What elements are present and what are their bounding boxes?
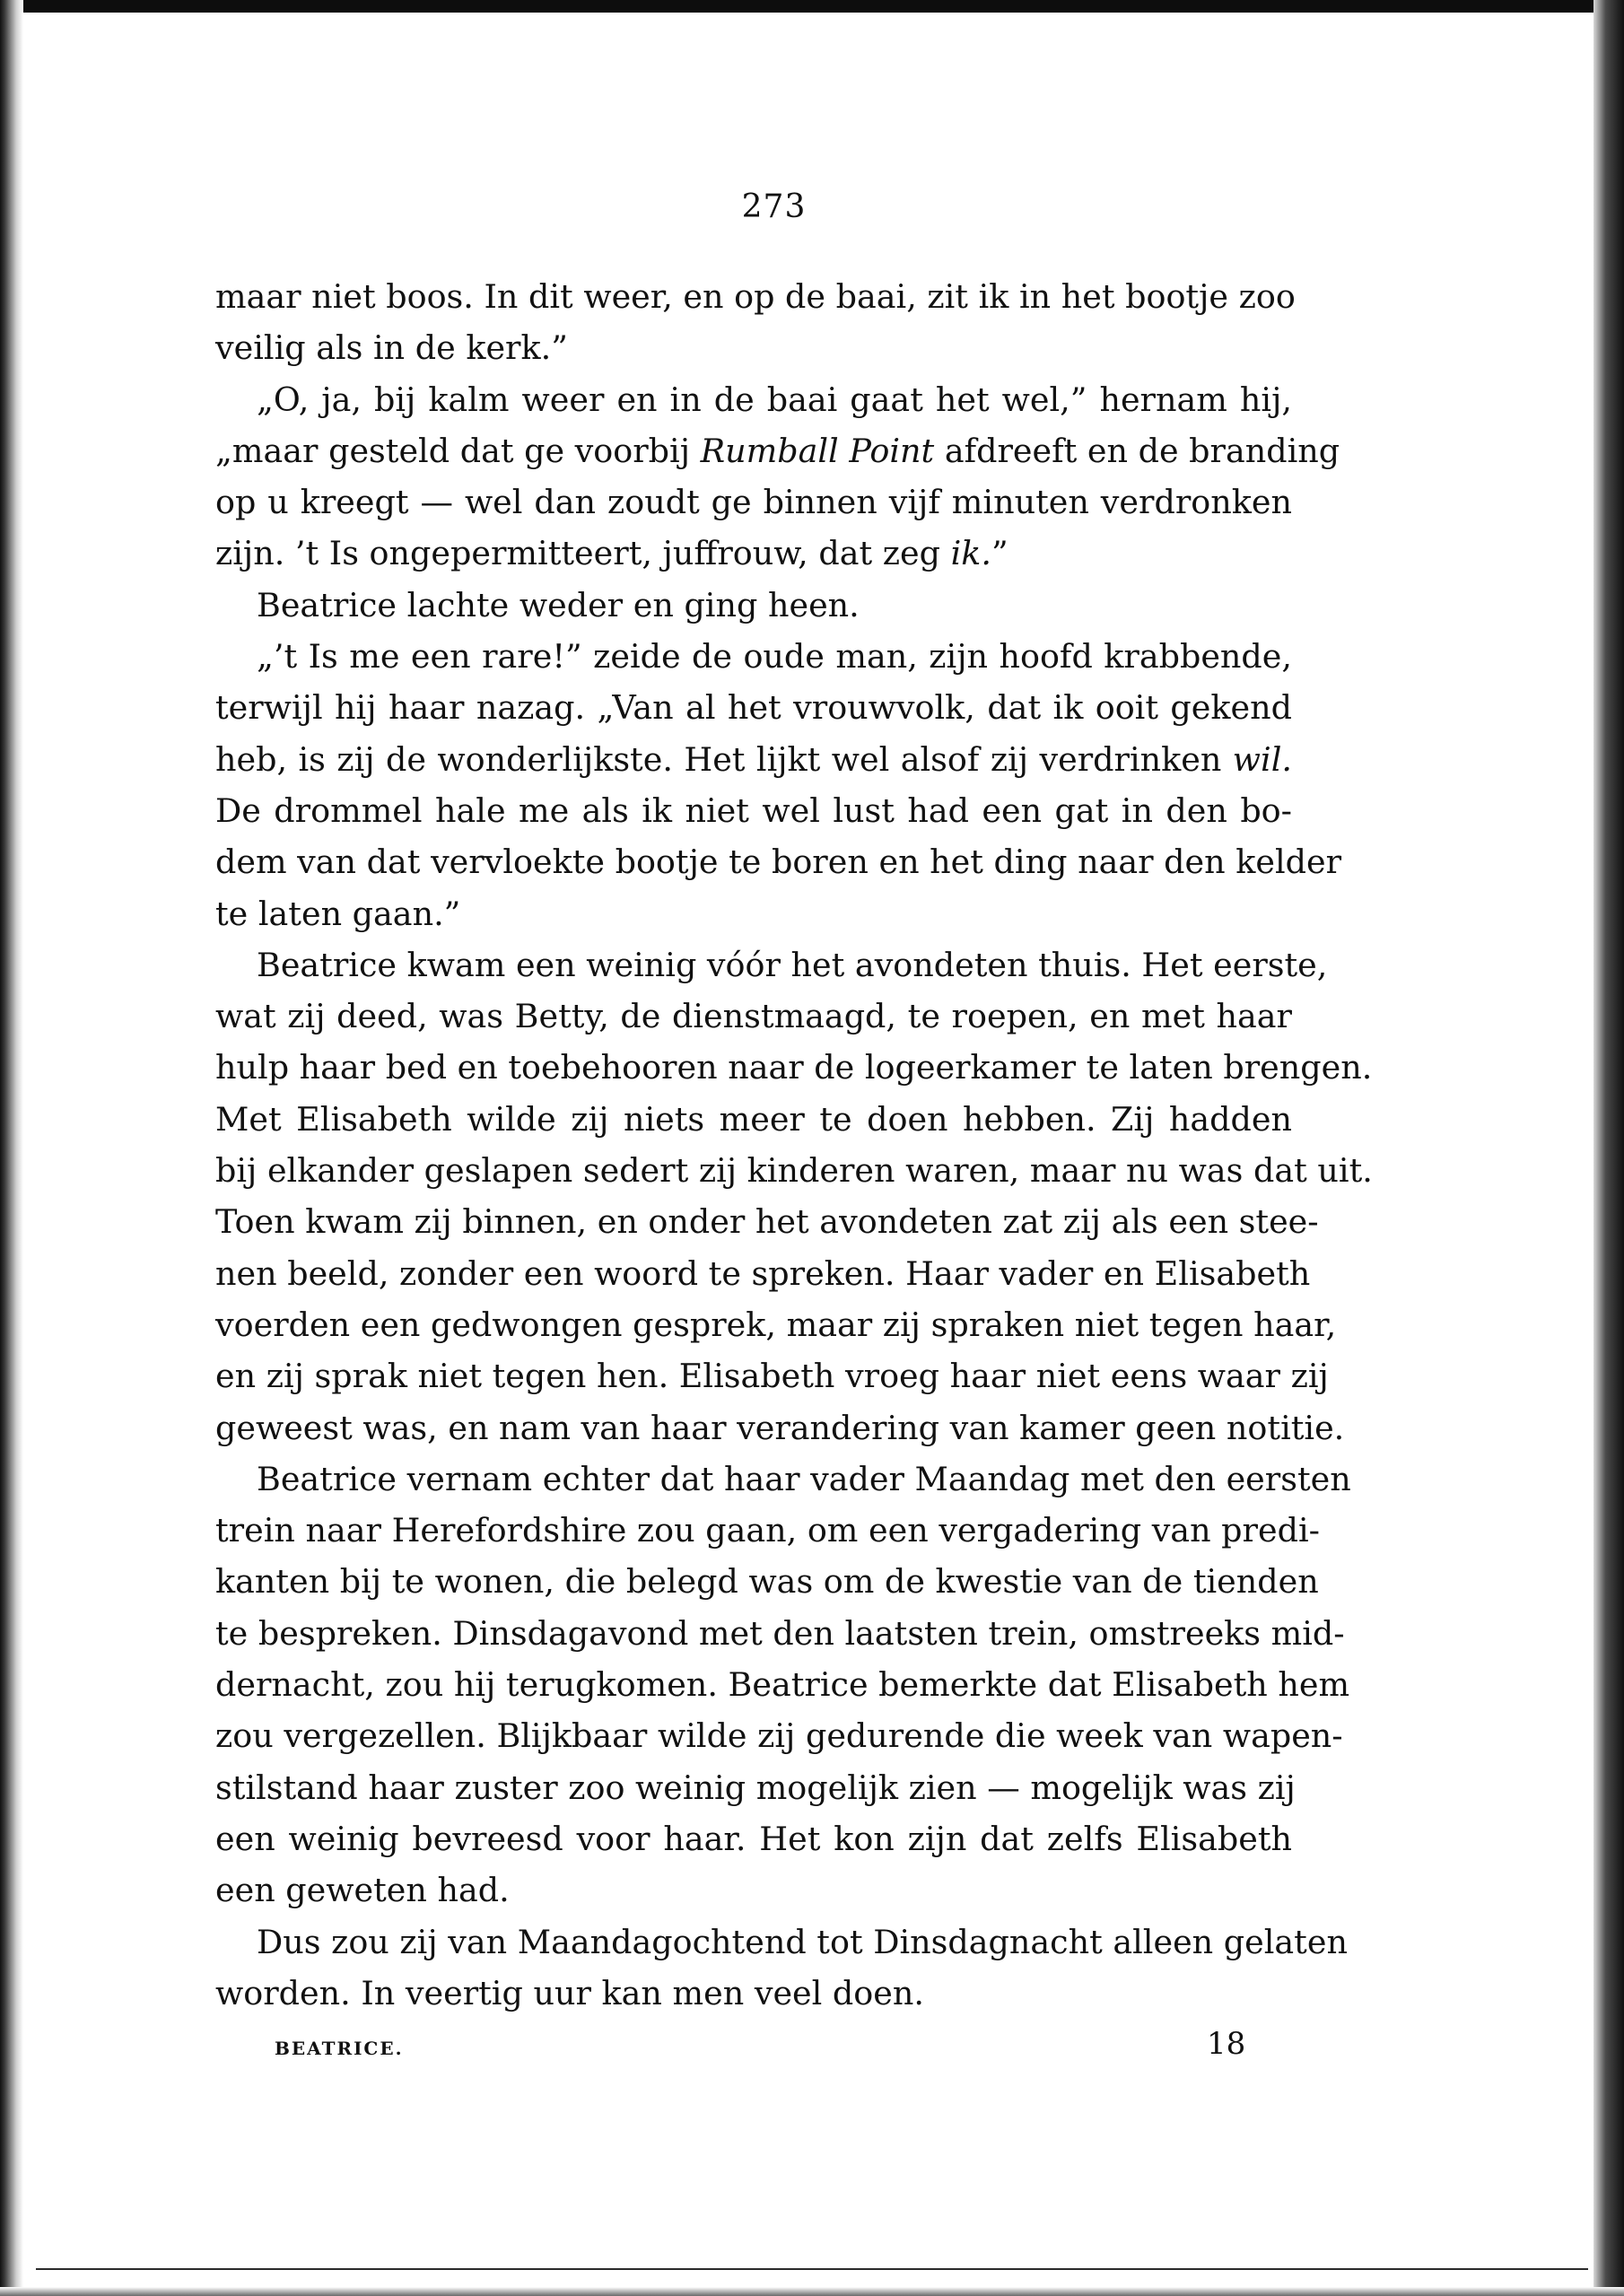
scan-right-border	[1593, 0, 1624, 2296]
text-line	[215, 734, 1292, 785]
text-segment: heb, is zij de wonderlijkste. Het lijkt wel alsof zij verdrinken	[215, 739, 1233, 779]
text-line: hulp haar bed en toebehooren naar de logeerkamer te laten brengen.	[215, 1048, 1373, 1087]
text-line: Beatrice lachte weder en ging heen.	[257, 585, 860, 624]
text-line: veilig als in de kerk.”	[215, 328, 568, 368]
text-line: Dus zou zij van Maandagochtend tot Dinsdagnacht alleen gelaten	[257, 1922, 1348, 1961]
signature-mark: BEATRICE.	[275, 2038, 404, 2059]
italic-phrase: Rumball Point	[700, 431, 935, 470]
italic-phrase: ik.	[950, 534, 991, 573]
text-segment: „maar gesteld dat ge voorbij	[215, 431, 701, 470]
italic-phrase: wil.	[1232, 739, 1292, 779]
text-segment: afdreeft en de branding	[934, 431, 1340, 470]
text-line: op u kreegt — wel dan zoudt ge binnen vijf minuten verdronken	[215, 483, 1292, 522]
text-line: De drommel hale me als ik niet wel lust had een gat in den bo-	[215, 790, 1292, 830]
text-line: een weinig bevreesd voor haar. Het kon zijn dat zelfs Elisabeth	[215, 1819, 1292, 1858]
text-line: Toen kwam zij binnen, en onder het avondeten zat zij als een stee-	[215, 1202, 1319, 1242]
text-line	[215, 528, 1292, 579]
text-segment: ”	[991, 534, 1008, 573]
text-line: voerden een gedwongen gesprek, maar zij spraken niet tegen haar,	[215, 1305, 1337, 1344]
text-line: worden. In veertig uur kan men veel doen.	[215, 1973, 924, 2012]
text-line: Beatrice kwam een weinig vóór het avondeten thuis. Het eerste,	[257, 945, 1328, 984]
scan-top-border	[0, 0, 1624, 13]
text-line: bij elkander geslapen sedert zij kinderen waren, maar nu was dat uit.	[215, 1151, 1373, 1191]
text-line: zou vergezellen. Blijkbaar wilde zij gedurende die week van wapen-	[215, 1716, 1343, 1756]
text-line: een geweten had.	[215, 1871, 510, 1910]
text-line: terwijl hij haar nazag. „Van al het vrouwvolk, dat ik ooit gekend	[215, 688, 1292, 728]
scan-bottom-border	[0, 2287, 1624, 2296]
text-line: trein naar Herefordshire zou gaan, om een vergadering van predi-	[215, 1511, 1320, 1550]
text-line: te bespreken. Dinsdagavond met den laatsten trein, omstreeks mid-	[215, 1613, 1345, 1653]
text-line: dem van dat vervloekte bootje te boren en het ding naar den kelder	[215, 842, 1342, 882]
text-line: nen beeld, zonder een woord te spreken. Haar vader en Elisabeth	[215, 1253, 1311, 1293]
text-line: „’t Is me een rare!” zeide de oude man, zijn hoofd krabbende,	[257, 637, 1292, 677]
page-number: 273	[741, 188, 807, 225]
text-line: Beatrice vernam echter dat haar vader Maandag met den eersten	[257, 1459, 1351, 1498]
body-text	[215, 271, 1373, 2019]
sheet-number: 18	[1207, 2026, 1246, 2062]
text-line: geweest was, en nam van haar verandering van kamer geen notitie.	[215, 1408, 1345, 1447]
text-line: Met Elisabeth wilde zij niets meer te doen hebben. Zij hadden	[215, 1099, 1292, 1139]
text-line: maar niet boos. In dit weer, en op de baai, zit ik in het bootje zoo	[215, 277, 1296, 316]
text-line: stilstand haar zuster zoo weinig mogelijk zien — mogelijk was zij	[215, 1768, 1296, 1807]
text-line: dernacht, zou hij terugkomen. Beatrice bemerkte dat Elisabeth hem	[215, 1665, 1350, 1705]
text-line: en zij sprak niet tegen hen. Elisabeth vroeg haar niet eens waar zij	[215, 1357, 1329, 1396]
text-line: te laten gaan.”	[215, 894, 461, 933]
text-segment: zijn. ’t Is ongepermitteert, juffrouw, dat zeg	[215, 534, 951, 573]
scan-left-border	[0, 0, 23, 2296]
bottom-rule	[36, 2268, 1588, 2270]
text-line: wat zij deed, was Betty, de dienstmaagd, te roepen, en met haar	[215, 997, 1292, 1036]
text-line	[215, 425, 1340, 476]
text-line: kanten bij te wonen, die belegd was om de kwestie van de tienden	[215, 1562, 1319, 1602]
text-line: „O, ja, bij kalm weer en in de baai gaat het wel,” hernam hij,	[257, 380, 1292, 419]
